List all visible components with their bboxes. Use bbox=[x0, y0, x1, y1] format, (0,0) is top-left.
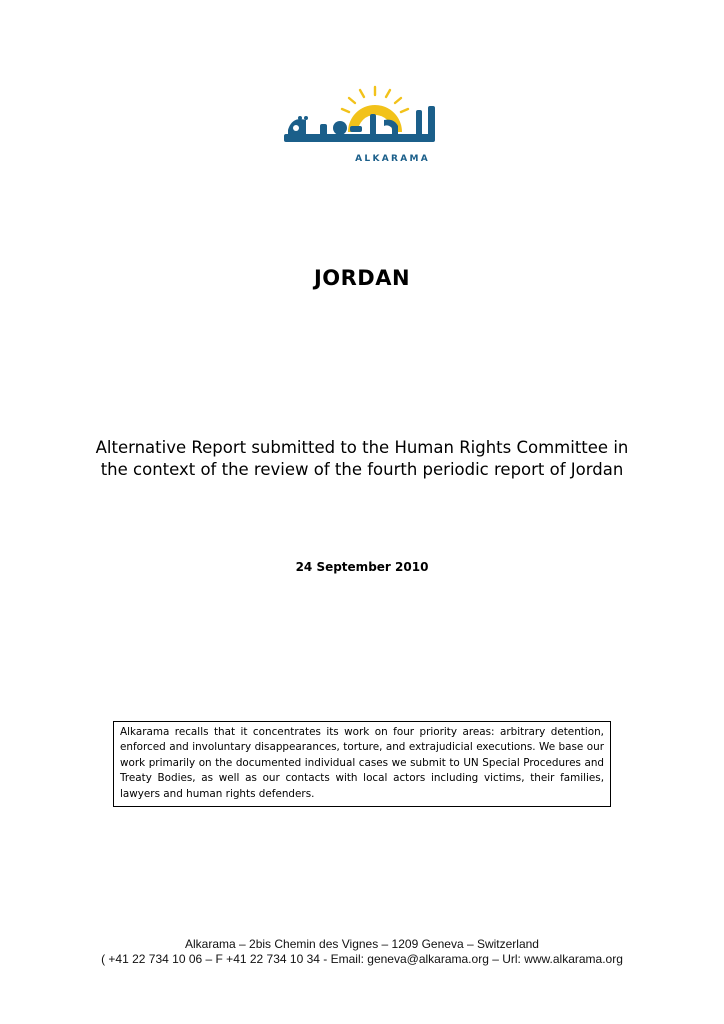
footer-contact: ( +41 22 734 10 06 – F +41 22 734 10 34 - Email: geneva@alkarama.org – Url: www.alkarama.org bbox=[101, 952, 623, 966]
mission-statement-box: Alkarama recalls that it concentrates its work on four priority areas: arbitrary detention, enforced and involuntary disappearances, torture, and extrajudicial executions. We base our work primarily on the documented individual cases we submit to UN Special Procedures and Treaty Bodies, as well as our contacts with local actors including victims, their families, lawyers and human rights defenders. bbox=[113, 721, 611, 807]
page-footer bbox=[0, 937, 724, 967]
report-date: 24 September 2010 bbox=[295, 560, 429, 574]
latin-wordmark: ALKARAMA bbox=[355, 154, 430, 164]
alkarama-logo bbox=[280, 84, 442, 166]
report-subtitle bbox=[60, 437, 664, 481]
page-title: JORDAN bbox=[313, 266, 411, 290]
subtitle-line: Alternative Report submitted to the Human Rights Committee in bbox=[95, 438, 629, 457]
footer-address: Alkarama – 2bis Chemin des Vignes – 1209 Geneva – Switzerland bbox=[185, 937, 539, 951]
subtitle-line: the context of the review of the fourth periodic report of Jordan bbox=[100, 460, 624, 479]
